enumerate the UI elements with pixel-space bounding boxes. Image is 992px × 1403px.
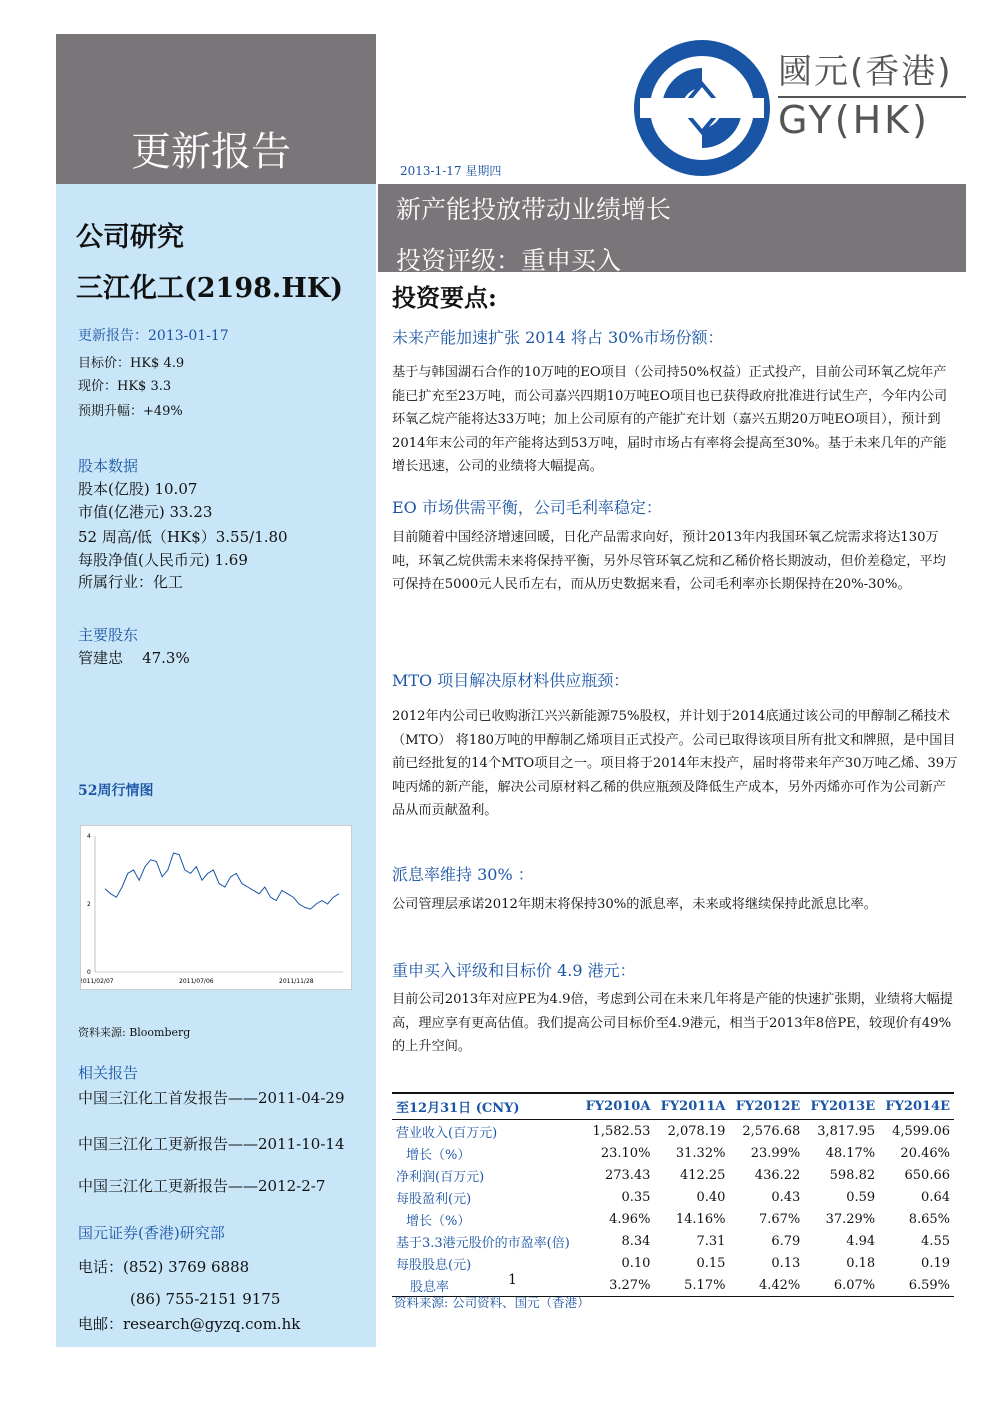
chart-source: 资料来源: Bloomberg xyxy=(78,1026,191,1039)
table-cell: 0.64 xyxy=(921,1189,950,1205)
table-cell: 31.32% xyxy=(675,1145,726,1161)
table-cell: 7.31 xyxy=(696,1233,726,1249)
table-cell: 4.94 xyxy=(846,1233,876,1249)
section-body: 目前随着中国经济增速回暖，日化产品需求向好，预计2013年内我国环氧乙烷需求将达130万吨，环氧乙烷供需未来将保持平衡，另外尽管环氧乙烷和乙稀价格长期波动，但价差稳定，平均可保持在5000元人民币左右，而从历史数据来看，公司毛利率亦长期保持在20%-30%。 xyxy=(392,530,946,592)
target-price: 目标价：HK$ 4.9 xyxy=(78,356,185,371)
table-cell: 0.35 xyxy=(621,1189,651,1205)
chart-title: 52周行情图 xyxy=(78,783,154,799)
x-tick-label: 2011/07/06 xyxy=(179,978,214,985)
section-title: 重申买入评级和目标价 4.9 港元： xyxy=(392,961,636,980)
table-cell: 0.13 xyxy=(771,1255,801,1271)
table-cell: 2,078.19 xyxy=(667,1123,726,1139)
table-cell: 8.34 xyxy=(621,1233,651,1249)
related-report-link[interactable]: 中国三江化工更新报告——2012-2-7 xyxy=(78,1177,326,1195)
table-row-label: 增长（%） xyxy=(406,1213,471,1229)
table-row xyxy=(392,1186,954,1208)
section-title: 派息率维持 30% ： xyxy=(392,865,534,884)
section-title: MTO 项目解决原材料供应瓶颈： xyxy=(392,671,630,690)
table-header-cell: FY2012E xyxy=(729,1093,804,1120)
related-report-link[interactable]: 中国三江化工更新报告——2011-10-14 xyxy=(78,1135,345,1153)
table-cell: 2,576.68 xyxy=(742,1123,801,1139)
table-cell: 5.17% xyxy=(654,1274,729,1297)
y-tick-label: 2 xyxy=(87,901,91,908)
table-row-label: 基于3.3港元股价的市盈率(倍) xyxy=(396,1235,570,1251)
expected-upside: 预期升幅：+49% xyxy=(78,404,183,419)
table-cell: 23.10% xyxy=(600,1145,651,1161)
related-report-link[interactable]: 中国三江化工首发报告——2011-04-29 xyxy=(78,1089,345,1107)
related-title: 相关报告 xyxy=(78,1064,139,1082)
table-cell: 7.67% xyxy=(758,1211,801,1227)
share-data-item: 所属行业：化工 xyxy=(78,573,184,591)
table-cell: 3.27% xyxy=(579,1274,654,1297)
x-tick-label: 2011/11/28 xyxy=(279,978,314,985)
x-tick-label: 2011/02/07 xyxy=(81,978,114,985)
table-cell: 650.66 xyxy=(904,1167,950,1183)
table-cell: 6.59% xyxy=(879,1274,954,1297)
section-body: 目前公司2013年对应PE为4.9倍，考虑到公司在未来几年将是产能的快速扩张期，业绩将大幅提高，理应享有更高估值。我们提高公司目标价至4.9港元，相当于2013年8倍PE，较现价有49%的上升空间。 xyxy=(392,992,953,1054)
share-data-item: 股本(亿股) 10.07 xyxy=(78,480,198,498)
chart-axis xyxy=(95,836,343,972)
table-row-label: 净利润(百万元) xyxy=(396,1169,485,1185)
table-row xyxy=(392,1252,954,1274)
table-row xyxy=(392,1142,954,1164)
table-cell: 14.16% xyxy=(675,1211,726,1227)
table-cell: 4.96% xyxy=(609,1211,651,1227)
table-cell: 37.29% xyxy=(825,1211,876,1227)
table-row-label: 营业收入(百万元) xyxy=(396,1125,498,1141)
table-row xyxy=(392,1164,954,1186)
report-date: 2013-1-17 星期四 xyxy=(400,164,502,178)
table-cell: 4.55 xyxy=(921,1233,950,1249)
headline-primary: 新产能投放带动业绩增长 xyxy=(396,195,672,224)
table-cell: 6.07% xyxy=(804,1274,879,1297)
table-source: 资料来源: 公司资料、国元（香港） xyxy=(394,1295,590,1310)
research-dept: 国元证券(香港)研究部 xyxy=(78,1224,225,1242)
table-cell: 4,599.06 xyxy=(892,1123,950,1139)
table-cell: 6.79 xyxy=(771,1233,801,1249)
table-cell: 598.82 xyxy=(829,1167,876,1183)
table-cell: 20.46% xyxy=(900,1145,950,1161)
financial-table xyxy=(392,1092,954,1297)
table-cell: 0.43 xyxy=(771,1189,801,1205)
table-header-cell: 至12月31日 (CNY) xyxy=(392,1093,579,1120)
logo-text-cn: 國元(香港) xyxy=(778,52,953,92)
section-body: 公司管理层承诺2012年期末将保持30%的派息率，未来或将继续保持此派息比率。 xyxy=(392,897,877,912)
email-link[interactable]: 电邮：research@gyzq.com.hk xyxy=(78,1315,301,1333)
table-cell: 3,817.95 xyxy=(817,1123,876,1139)
table-cell: 0.10 xyxy=(621,1255,651,1271)
share-data-item: 52 周高/低（HK$）3.55/1.80 xyxy=(78,528,288,546)
table-header-cell: FY2014E xyxy=(879,1093,954,1120)
section-title: 未来产能加速扩张 2014 将占 30%市场份额： xyxy=(392,328,724,347)
section-body: 2012年内公司已收购浙江兴兴新能源75%股权，并计划于2014底通过该公司的甲醇制乙稀技术（MTO） 将180万吨的甲醇制乙烯项目正式投产。公司已取得该项目所有批文和牌照，是中国目前已经批复的14个MTO项目之一。项目将于2014年末投产，届时将带来年产30万吨乙烯、39万吨丙烯的新产能，解决公司原材料乙稀的供应瓶颈及降低生产成本，另外丙烯亦可作为公司新产品从而贡献盈利。 xyxy=(392,709,958,818)
table-header-cell: FY2011A xyxy=(654,1093,729,1120)
company-title: 三江化工(2198.HK) xyxy=(76,273,344,304)
shareholders-title: 主要股东 xyxy=(78,626,139,644)
share-data-item: 市值(亿港元) 33.23 xyxy=(78,503,213,521)
section-body: 基于与韩国湖石合作的10万吨的EO项目（公司持50%权益）正式投产，目前公司环氧乙烷年产能已扩充至23万吨，而公司嘉兴四期10万吨EO项目也已获得政府批准进行试生产，今年内公司环氧乙烷产能将达33万吨；加上公司原有的产能扩充计划（嘉兴五期20万吨EO项目），预计到2014年末公司的年产能将达到53万吨，届时市场占有率将会提高至30%。基于未来几年的产能增长迅速，公司的业绩将大幅提高。 xyxy=(392,365,948,474)
investment-points-title: 投资要点: xyxy=(392,283,497,312)
share-data-title: 股本数据 xyxy=(78,457,139,475)
table-header-cell: FY2013E xyxy=(804,1093,879,1120)
table-row-label: 每股盈利(元) xyxy=(396,1191,472,1207)
table-row xyxy=(392,1230,954,1252)
table-cell: 8.65% xyxy=(908,1211,950,1227)
section-title: EO 市场供需平衡，公司毛利率稳定： xyxy=(392,498,662,517)
table-row-label: 增长（%） xyxy=(406,1147,471,1163)
table-row-label: 每股股息(元) xyxy=(396,1257,472,1273)
phone-secondary: (86) 755-2151 9175 xyxy=(130,1290,281,1308)
table-cell: 23.99% xyxy=(750,1145,801,1161)
table-cell: 48.17% xyxy=(825,1145,876,1161)
table-cell: 1,582.53 xyxy=(592,1123,651,1139)
page-number: 1 xyxy=(508,1272,517,1288)
table-cell: 0.15 xyxy=(696,1255,726,1271)
category-title: 公司研究 xyxy=(76,222,184,253)
share-data-item: 每股净值(人民币元) 1.69 xyxy=(78,551,248,569)
table-row xyxy=(392,1120,954,1143)
update-line: 更新报告：2013-01-17 xyxy=(78,328,229,344)
report-type-title: 更新报告 xyxy=(131,129,291,175)
table-row xyxy=(392,1208,954,1230)
price-series-line xyxy=(105,853,339,909)
table-cell: 0.59 xyxy=(846,1189,876,1205)
table-header-cell: FY2010A xyxy=(579,1093,654,1120)
table-header-row xyxy=(392,1093,954,1120)
headline-rating: 投资评级：重申买入 xyxy=(396,246,622,275)
logo-text-en: GY(HK) xyxy=(778,98,930,142)
price-chart xyxy=(80,825,352,990)
current-price: 现价：HK$ 3.3 xyxy=(78,379,172,394)
table-cell: 0.18 xyxy=(846,1255,876,1271)
table-cell: 436.22 xyxy=(754,1167,801,1183)
table-row-label: 股息率 xyxy=(392,1274,579,1297)
shareholder-item: 管建忠 47.3% xyxy=(78,649,190,667)
gy-logo-icon xyxy=(634,40,770,176)
table-cell: 412.25 xyxy=(679,1167,726,1183)
y-tick-label: 4 xyxy=(87,833,91,840)
y-tick-label: 0 xyxy=(87,969,91,976)
price-chart-svg xyxy=(81,826,351,989)
phone-primary: 电话：(852) 3769 6888 xyxy=(78,1258,250,1276)
table-cell: 0.19 xyxy=(921,1255,950,1271)
table-cell: 273.43 xyxy=(604,1167,651,1183)
table-cell: 4.42% xyxy=(729,1274,804,1297)
table-cell: 0.40 xyxy=(696,1189,726,1205)
